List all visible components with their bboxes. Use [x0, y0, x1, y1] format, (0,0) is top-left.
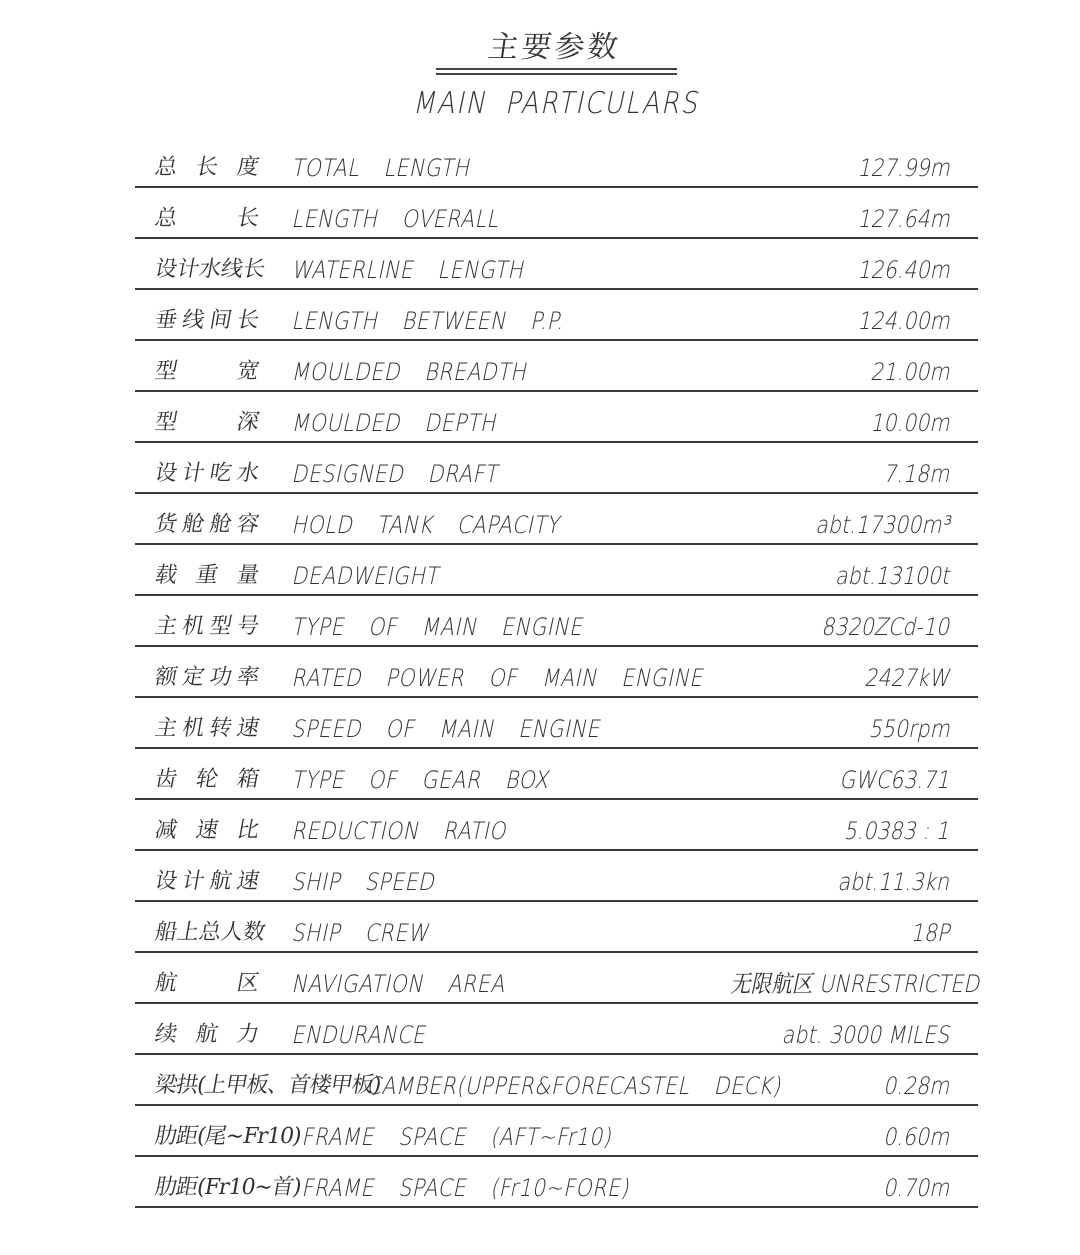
- row-label-chinese-char: 水: [234, 461, 262, 486]
- page-title-english: MAIN PARTICULARS: [410, 86, 705, 121]
- row-label-chinese-char: 号: [234, 614, 262, 639]
- row-label-english: TYPE OF MAIN ENGINE: [290, 613, 588, 641]
- title-underline-top: [436, 68, 677, 70]
- row-value: 无限航区 UNRESTRICTED: [728, 970, 984, 998]
- row-value: 126.40m: [855, 256, 954, 284]
- row-label-chinese: [153, 562, 262, 590]
- row-label-chinese-char: 速: [234, 716, 262, 741]
- row-value: 550rpm: [866, 715, 954, 743]
- row-label-chinese: [153, 307, 262, 335]
- table-row: [135, 545, 978, 596]
- table-row: [135, 1004, 978, 1055]
- row-label-chinese-char: 速: [193, 818, 221, 843]
- row-value: 0.70m: [881, 1174, 954, 1202]
- row-label-chinese-char: 箱: [234, 767, 262, 792]
- row-label-chinese-char: 转: [207, 716, 234, 741]
- row-value: 7.18m: [881, 460, 954, 488]
- row-label-chinese-char: 轮: [193, 767, 221, 792]
- row-label-chinese-char: 型: [207, 614, 234, 639]
- row-label-chinese: [153, 868, 262, 896]
- row-label-english: DESIGNED DRAFT: [290, 460, 502, 488]
- table-row: [135, 698, 978, 749]
- row-label-chinese-char: 比: [234, 818, 262, 843]
- row-label-chinese-char: 速: [234, 869, 262, 894]
- row-label-chinese: [153, 715, 262, 743]
- row-label-english: RATED POWER OF MAIN ENGINE: [290, 664, 708, 692]
- table-row: [135, 1106, 978, 1157]
- row-value: 0.60m: [881, 1123, 954, 1151]
- row-label-chinese-char: 航: [207, 869, 234, 894]
- row-label-chinese-char: 型: [152, 410, 180, 435]
- row-label-chinese-char: 力: [234, 1022, 262, 1047]
- row-label-chinese-char: 主: [152, 716, 180, 741]
- row-value: 21.00m: [868, 358, 954, 386]
- row-value: abt.17300m³: [813, 511, 954, 539]
- row-label-chinese-char: 长: [234, 206, 262, 231]
- row-label-english: REDUCTION RATIO: [290, 817, 511, 845]
- row-value: 127.64m: [855, 205, 954, 233]
- row-label-chinese-char: 续: [152, 1022, 180, 1047]
- row-label-chinese-char: 航: [152, 971, 180, 996]
- row-label-chinese-char: 齿: [152, 767, 180, 792]
- row-value: 0.28m: [881, 1072, 954, 1100]
- row-label-chinese-char: 型: [152, 359, 180, 384]
- row-label-chinese: [153, 613, 262, 641]
- row-label-chinese-char: 设: [152, 461, 180, 486]
- table-row: [135, 902, 978, 953]
- row-label-chinese: [153, 1021, 262, 1049]
- row-label-chinese-char: 间: [207, 308, 234, 333]
- table-row: [135, 341, 978, 392]
- row-label-chinese: 船上总人数: [152, 920, 268, 945]
- table-row: [135, 1157, 978, 1208]
- row-label-english: NAVIGATION AREA: [290, 970, 510, 998]
- row-label-chinese-char: 总: [152, 155, 180, 180]
- table-row: [135, 953, 984, 1004]
- table-row: [135, 647, 978, 698]
- row-label-chinese-char: 设: [152, 869, 180, 894]
- row-label-english: CAMBER(UPPER&FORECASTEL DECK): [365, 1072, 786, 1100]
- row-label-chinese-char: 功: [207, 665, 234, 690]
- row-label-english: ENDURANCE: [290, 1021, 430, 1049]
- row-label-chinese-char: 机: [180, 716, 207, 741]
- row-label-english: SPEED OF MAIN ENGINE: [290, 715, 605, 743]
- row-label-chinese: [153, 409, 262, 437]
- row-label-chinese-char: 定: [180, 665, 207, 690]
- row-value: 18P: [909, 919, 954, 947]
- row-label-chinese-char: 率: [234, 665, 262, 690]
- table-row: [135, 392, 978, 443]
- row-label-english: LENGTH OVERALL: [290, 205, 503, 233]
- row-label-english: TYPE OF GEAR BOX: [290, 766, 553, 794]
- row-label-chinese-char: 主: [152, 614, 180, 639]
- table-row: [135, 188, 978, 239]
- row-label-chinese-char: 航: [193, 1022, 221, 1047]
- row-label-chinese-char: 机: [180, 614, 207, 639]
- row-value: 127.99m: [855, 154, 954, 182]
- row-label-chinese-char: 吃: [207, 461, 234, 486]
- row-label-chinese-char: 减: [152, 818, 180, 843]
- row-label-chinese-char: 长: [193, 155, 221, 180]
- row-label-english: TOTAL LENGTH: [290, 154, 474, 182]
- row-label-chinese: [153, 460, 262, 488]
- row-label-english: FRAME SPACE (AFT~Fr10): [300, 1123, 616, 1151]
- row-label-english: SHIP CREW: [290, 919, 434, 947]
- page-title-chinese: 主要参数: [486, 30, 623, 65]
- row-label-chinese: [153, 817, 262, 845]
- row-label-english: LENGTH BETWEEN P.P.: [290, 307, 568, 335]
- row-label-chinese: [153, 154, 262, 182]
- row-label-chinese: 肋距(尾~Fr10): [152, 1124, 303, 1149]
- row-value: 124.00m: [855, 307, 954, 335]
- table-row: [135, 1055, 978, 1106]
- row-label-english: HOLD TANK CAPACITY: [290, 511, 564, 539]
- row-label-chinese: 设计水线长: [152, 257, 268, 282]
- row-value: abt.11.3kn: [836, 868, 954, 896]
- row-label-english: MOULDED DEPTH: [290, 409, 501, 437]
- row-value: abt.13100t: [833, 562, 954, 590]
- row-label-chinese: [153, 766, 262, 794]
- row-label-chinese: 肋距(Fr10~首): [152, 1175, 303, 1200]
- row-label-chinese: [153, 205, 262, 233]
- row-label-english: MOULDED BREADTH: [290, 358, 531, 386]
- row-value: 8320ZCd-10: [820, 613, 954, 641]
- row-label-chinese-char: 重: [193, 563, 221, 588]
- row-label-chinese-char: 长: [234, 308, 262, 333]
- row-label-chinese-char: 度: [234, 155, 262, 180]
- row-label-chinese-char: 舱: [180, 512, 207, 537]
- row-label-chinese-char: 计: [180, 869, 207, 894]
- row-label-english: FRAME SPACE (Fr10~FORE): [300, 1174, 634, 1202]
- title-underline-bottom: [436, 73, 677, 75]
- row-value: 10.00m: [868, 409, 954, 437]
- table-row: [135, 290, 978, 341]
- row-label-english: WATERLINE LENGTH: [290, 256, 528, 284]
- particulars-table: [135, 137, 984, 1208]
- table-row: [135, 851, 978, 902]
- row-label-chinese: [153, 970, 262, 998]
- row-label-chinese-char: 计: [180, 461, 207, 486]
- row-label-chinese: [153, 511, 262, 539]
- table-row: [135, 749, 978, 800]
- row-label-chinese: [153, 664, 262, 692]
- row-label-chinese-char: 载: [152, 563, 180, 588]
- table-row: [135, 239, 978, 290]
- row-label-chinese-char: 容: [234, 512, 262, 537]
- row-value: 5.0383 : 1: [842, 817, 954, 845]
- table-row: [135, 137, 978, 188]
- row-label-chinese-char: 量: [234, 563, 262, 588]
- row-label-english: SHIP SPEED: [290, 868, 439, 896]
- table-row: [135, 443, 978, 494]
- table-row: [135, 596, 978, 647]
- row-value: GWC63.71: [838, 766, 954, 794]
- table-row: [135, 494, 978, 545]
- row-value: abt. 3000 MILES: [780, 1021, 954, 1049]
- row-label-chinese-char: 深: [234, 410, 262, 435]
- row-label-chinese-char: 区: [234, 971, 262, 996]
- row-label-chinese-char: 货: [152, 512, 180, 537]
- row-value: 2427kW: [863, 664, 954, 692]
- row-label-chinese-char: 线: [180, 308, 207, 333]
- row-label-chinese-char: 舱: [207, 512, 234, 537]
- row-label-chinese-char: 总: [152, 206, 180, 231]
- row-label-chinese: 梁拱(上甲板、首楼甲板): [152, 1073, 383, 1098]
- row-label-chinese-char: 宽: [234, 359, 262, 384]
- row-label-english: DEADWEIGHT: [290, 562, 443, 590]
- row-label-chinese-char: 额: [152, 665, 180, 690]
- row-label-chinese: [153, 358, 262, 386]
- row-label-chinese-char: 垂: [152, 308, 180, 333]
- table-row: [135, 800, 978, 851]
